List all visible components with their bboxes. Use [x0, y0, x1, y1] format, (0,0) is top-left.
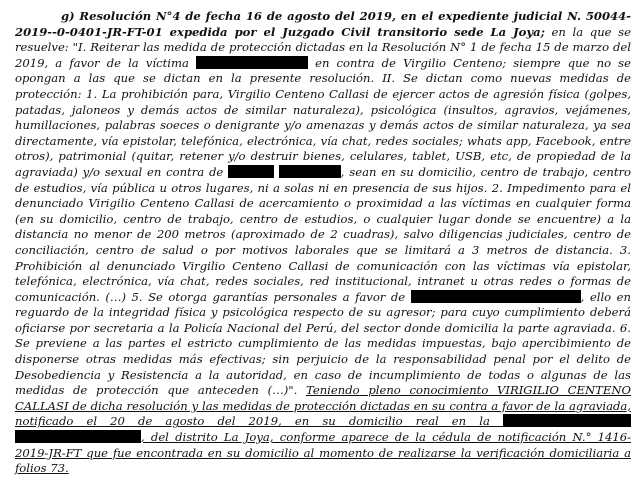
resolution-heading: g) Resolución N°4 de fecha 16 de agosto del 2019, en el expediente judicial N. 50044-2019--0-0401-JR-FT-01 expedida por el Juzgado Civil transitorio sede La Joya; — [15, 9, 631, 39]
resolution-text-1: en la que se resuelve: "I. Reiterar las medida de protección dictadas en la Resolución N° 1 de fecha 15 de marzo del 2019, a favor de la víctima — [15, 24, 631, 70]
resolution-text-4: , sean en su domicilio, centro de trabajo, centro de estudios, vía pública u otros lugares, ni a solas ni en presencia de sus hijos. 2. Impedimento para el denunciado Virigilio Centeno Callasi de acercamiento o proximidad a las víctimas en cualquier forma (en su domicilio, centro de trabajo, centro de estudios, o cualquier lugar donde se encuentre) a la distancia no menor de 200 metros (aproximado de 2 cuadras), salvo diligencias judiciales, centro de conciliación, centro de salud o por motivos laborales que se limitará a 3 metros de distancia. 3. Prohibición al denunciado Virgilio Centeno Callasi de comunicación con las víctimas vía epistolar, telefónica, electrónica, vía chat, redes sociales, red institucional, intranet u otras redes o formas de comunicación. (…) 5. Se otorga garantías personales a favor de — [15, 164, 632, 304]
resolution-paragraph — [15, 9, 631, 477]
resolution-text-2: en contra de Virgilio Centeno; siempre que no se opongan a las que se dictan en la presente resolución. II. Se dictan como nuevas medidas de protección: 1. La prohibición para, Virgilio Centeno Callasi de ejercer actos de agresión física (golpes, patadas, jaloneos y demás actos de similar naturaleza), psicológica (insultos, agravios, vejámenes, humillaciones, palabras soeces o denigrante y/o amenazas y demás actos de similar naturaleza, ya sea directamente, vía epistolar, telefónica, electrónica, vía chat, redes sociales; whats app, Facebook, entre otros), patrimonial (quitar, retener y/o destruir bienes, celulares, tablet, USB, etc, de propiedad de la agraviada) y/o sexual en contra de — [15, 55, 631, 179]
redaction-box-victim-2b — [279, 165, 341, 178]
redaction-box-victim-1 — [196, 56, 308, 69]
redaction-box-address-2 — [15, 430, 141, 443]
notification-underlined-text-2: , del distrito La Joya, conforme aparece de la cédula de notificación N.° 1416-2019-JR-FT que fue encontrada en su domicilio al momento de realizarse la verificación domiciliaria a folios 73. — [15, 430, 631, 476]
redaction-box-address-1 — [503, 414, 631, 427]
notification-underlined-text: Teniendo pleno conocimiento VIRIGILIO CENTENO CALLASI de dicha resolución y las medidas de protección dictadas en su contra a favor de la agraviada, notificado el 20 de agosto del 2019, en su domicilio real en la — [15, 383, 631, 429]
redaction-box-victim-3 — [411, 290, 581, 303]
redaction-box-victim-2a — [228, 165, 274, 178]
resolution-text-5: , ello en reguardo de la integridad física y psicológica respecto de su agresor; para cuyo cumplimiento deberá oficiarse por secretaria a la Policía Nacional del Perú, del sector donde domicilia la parte agraviada. 6. Se previene a las partes el estricto cumplimiento de las medidas impuestas, bajo apercibimiento de disponerse otras medidas más efectivas; sin perjuicio de la responsabilidad penal por el delito de Desobediencia y Resistencia a la autoridad, en caso de incumplimiento de todas o algunas de las medidas de protección que anteceden (…)". — [15, 289, 631, 398]
